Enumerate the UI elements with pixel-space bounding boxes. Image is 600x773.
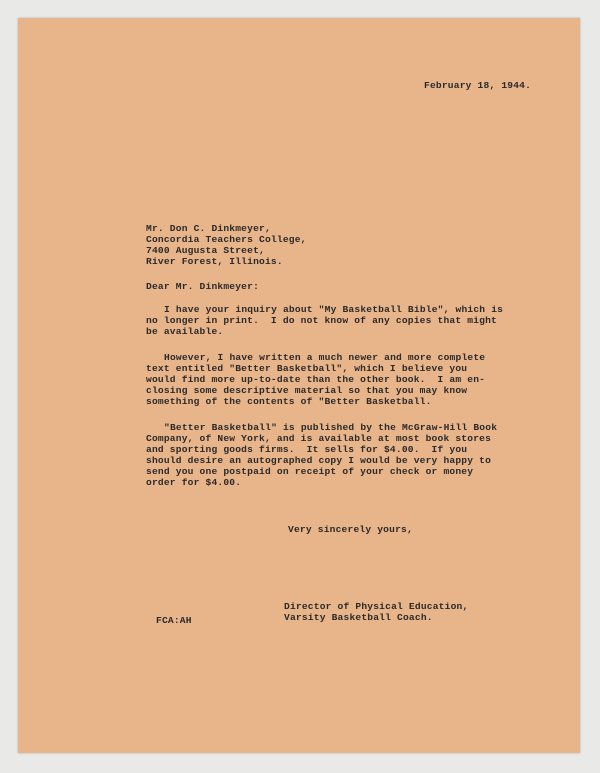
signature-title-line-2: Varsity Basketball Coach.	[284, 612, 433, 623]
paragraph-2-line-5: something of the contents of "Better Basketball.	[146, 396, 432, 407]
paragraph-3-line-4: should desire an autographed copy I would be very happy to	[146, 455, 492, 466]
paragraph-3-line-5: send you one postpaid on receipt of your check or money	[146, 466, 474, 477]
complimentary-close: Very sincerely yours,	[288, 524, 413, 535]
paragraph-2-line-4: closing some descriptive material so that you may know	[146, 385, 468, 396]
paragraph-1-line-2: no longer in print. I do not know of any copies that might	[146, 315, 498, 326]
reference-initials: FCA:AH	[156, 615, 192, 626]
paragraph-3-line-3: and sporting goods firms. It sells for $4.00. If you	[146, 444, 468, 455]
address-line-4: River Forest, Illinois.	[146, 256, 283, 267]
paragraph-2-line-1: However, I have written a much newer and more complete	[164, 352, 486, 363]
paragraph-2-line-3: would find more up-to-date than the other book. I am en-	[146, 374, 486, 385]
paragraph-1-line-3: be available.	[146, 326, 224, 337]
letter-page	[18, 18, 580, 753]
signature-title-line-1: Director of Physical Education,	[284, 601, 469, 612]
address-line-1: Mr. Don C. Dinkmeyer,	[146, 223, 271, 234]
paragraph-3-line-6: order for $4.00.	[146, 477, 242, 488]
paragraph-3-line-2: Company, of New York, and is available at most book stores	[146, 433, 492, 444]
paragraph-2-line-2: text entitled "Better Basketball", which I believe you	[146, 363, 468, 374]
paragraph-1-line-1: I have your inquiry about "My Basketball Bible", which is	[164, 304, 504, 315]
paragraph-3-line-1: "Better Basketball" is published by the McGraw-Hill Book	[164, 422, 498, 433]
address-line-2: Concordia Teachers College,	[146, 234, 307, 245]
letter-date: February 18, 1944.	[424, 80, 532, 91]
salutation: Dear Mr. Dinkmeyer:	[146, 281, 260, 292]
address-line-3: 7400 Augusta Street,	[146, 245, 265, 256]
